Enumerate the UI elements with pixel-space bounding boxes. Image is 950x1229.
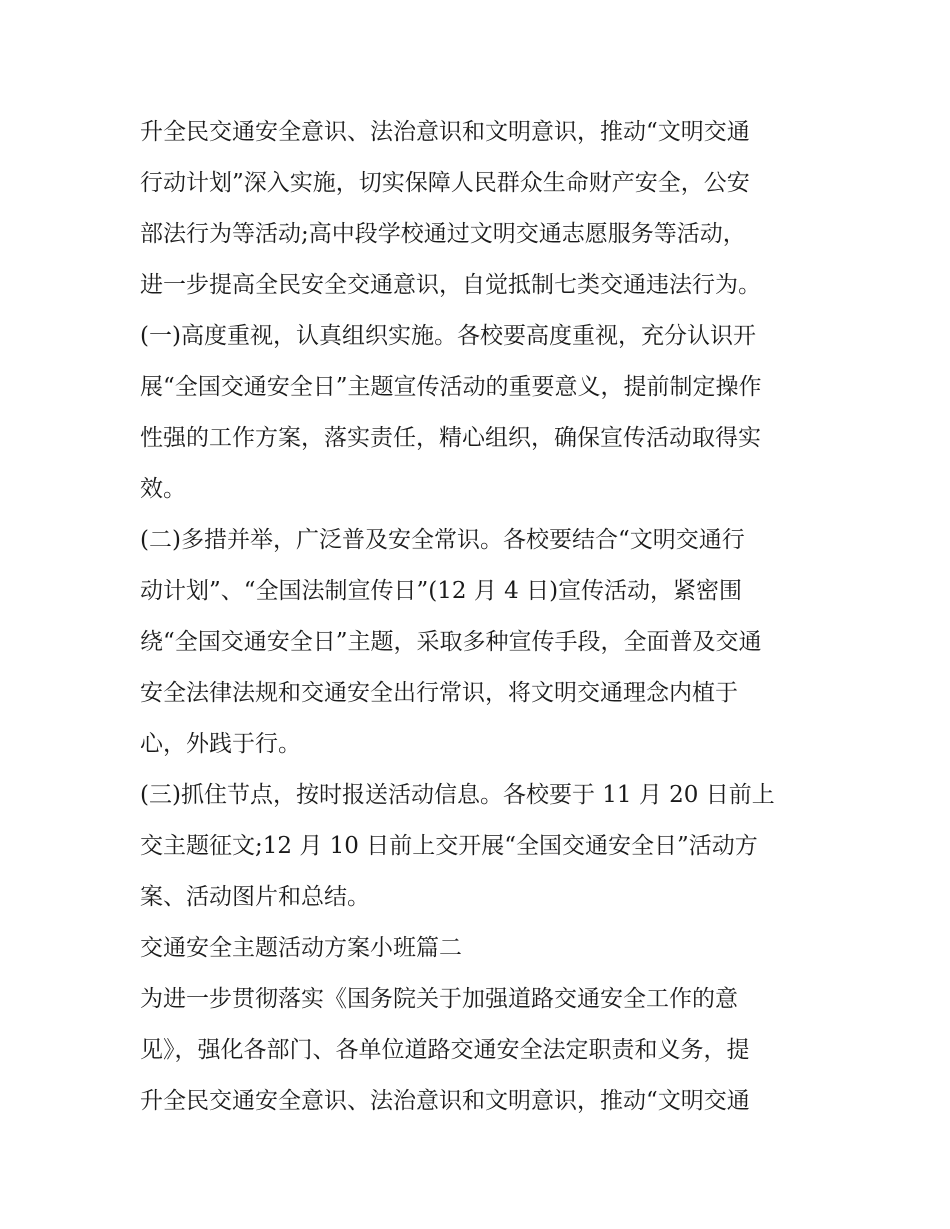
text-line: 性强的工作方案，落实责任，精心组织，确保宣传活动取得实 <box>140 425 761 451</box>
text-line: 升全民交通安全意识、法治意识和文明意识，推动“文明交通 <box>140 119 750 145</box>
text-line: (三)抓住节点，按时报送活动信息。各校要于 11 月 20 日前上 <box>140 782 775 808</box>
section-heading: 交通安全主题活动方案小班篇二 <box>140 935 462 961</box>
text-line: (二)多措并举，广泛普及安全常识。各校要结合“文明交通行 <box>140 527 745 553</box>
text-line: 安全法律法规和交通安全出行常识，将文明交通理念内植于 <box>140 680 738 706</box>
document-body <box>140 107 820 1127</box>
text-line: 见》，强化各部门、各单位道路交通安全法定职责和义务，提 <box>140 1037 750 1063</box>
text-line: 动计划”、“全国法制宣传日”(12 月 4 日)宣传活动，紧密围 <box>140 578 743 604</box>
text-line: 案、活动图片和总结。 <box>140 884 370 910</box>
text-line: 行动计划”深入实施，切实保障人民群众生命财产安全，公安 <box>140 170 750 196</box>
text-line: 效。 <box>140 476 186 502</box>
text-line: 心，外践于行。 <box>140 731 301 757</box>
text-line: 进一步提高全民安全交通意识，自觉抵制七类交通违法行为。 <box>140 272 761 298</box>
text-line: 展“全国交通安全日”主题宣传活动的重要意义，提前制定操作 <box>140 374 762 400</box>
text-line: 绕“全国交通安全日”主题，采取多种宣传手段，全面普及交通 <box>140 629 762 655</box>
text-line: 部法行为等活动;高中段学校通过文明交通志愿服务等活动， <box>140 221 746 247</box>
text-line: 交主题征文;12 月 10 日前上交开展“全国交通安全日”活动方 <box>140 833 758 859</box>
text-line: 为进一步贯彻落实《国务院关于加强道路交通安全工作的意 <box>140 986 738 1012</box>
text-line: (一)高度重视，认真组织实施。各校要高度重视，充分认识开 <box>140 323 756 349</box>
text-line: 升全民交通安全意识、法治意识和文明意识，推动“文明交通 <box>140 1088 750 1114</box>
